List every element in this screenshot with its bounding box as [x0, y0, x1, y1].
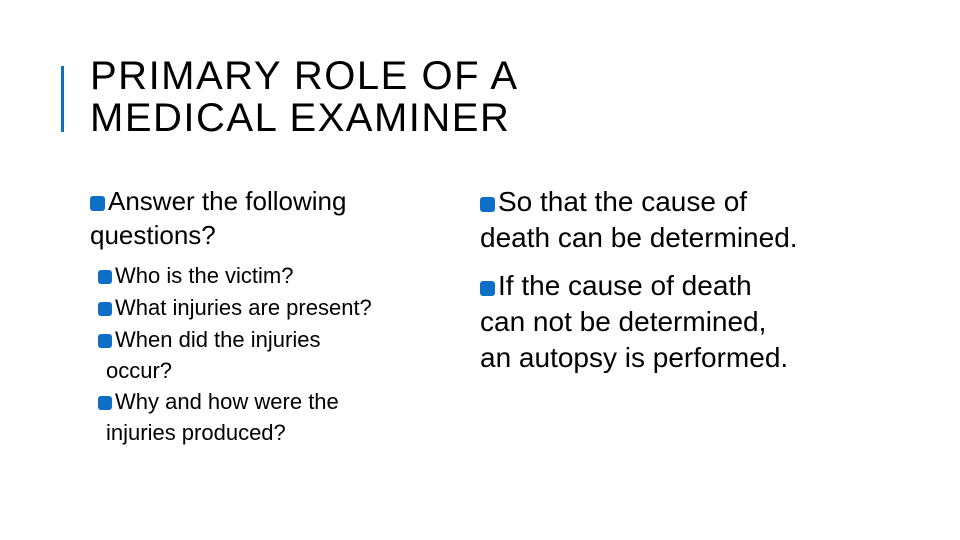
title-line-2: MEDICAL EXAMINER: [90, 96, 511, 140]
left-column: [90, 184, 470, 448]
intro-line-1: Answer the following: [108, 186, 347, 216]
question-item: [98, 324, 470, 386]
question-text: Why and how were the: [115, 389, 339, 414]
question-text-cont: injuries produced?: [106, 420, 286, 445]
title-accent-bar: [61, 66, 64, 132]
slide-title: [90, 55, 519, 139]
answer-bullet: [480, 184, 940, 256]
question-text-cont: occur?: [106, 358, 173, 383]
question-item: [98, 386, 470, 448]
answer-line-1: So that the cause of: [498, 186, 748, 217]
checkbox-square-icon: [480, 281, 495, 296]
answer-line-1: If the cause of death: [498, 270, 752, 301]
right-column: [480, 184, 940, 388]
checkbox-square-icon: [98, 334, 112, 348]
answer-bullet: [480, 268, 940, 376]
question-item: [98, 292, 470, 324]
checkbox-square-icon: [480, 197, 495, 212]
question-text: When did the injuries: [115, 327, 321, 352]
checkbox-square-icon: [98, 270, 112, 284]
question-text: Who is the victim?: [115, 263, 294, 288]
checkbox-square-icon: [90, 196, 105, 211]
question-item: [98, 260, 470, 292]
question-list: [98, 260, 470, 448]
intro-bullet: [90, 184, 470, 252]
answer-line-2: death can be determined.: [480, 222, 798, 253]
title-line-1: PRIMARY ROLE OF A: [90, 54, 519, 98]
question-text: What injuries are present?: [115, 295, 372, 320]
checkbox-square-icon: [98, 302, 112, 316]
intro-line-2: questions?: [90, 220, 216, 250]
answer-line-2: can not be determined,: [480, 306, 767, 337]
checkbox-square-icon: [98, 396, 112, 410]
answer-line-3: an autopsy is performed.: [480, 342, 789, 373]
